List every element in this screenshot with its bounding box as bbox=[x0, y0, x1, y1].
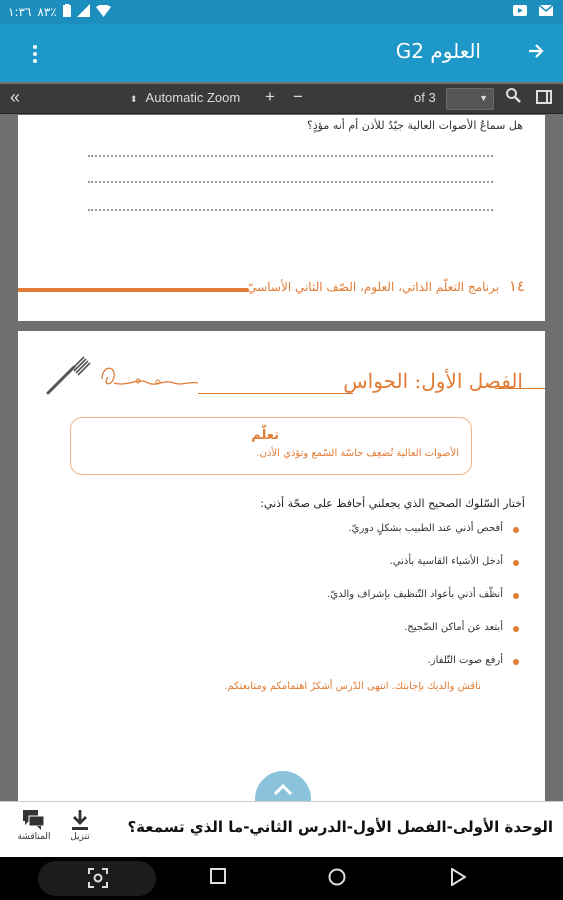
download-button[interactable] bbox=[56, 808, 104, 842]
list-item: أنظّف أذني بأعواد التّنظيف بإشراف والديّ. bbox=[219, 589, 519, 622]
pdf-viewer[interactable] bbox=[0, 115, 563, 801]
recents-button[interactable] bbox=[210, 868, 226, 888]
list-item: أدخل الأشياء القاسية بأذني. bbox=[219, 556, 519, 589]
double-chevron-left-icon[interactable]: « bbox=[10, 87, 21, 107]
discussion-button[interactable] bbox=[10, 808, 58, 842]
footer-label: برنامج التعلّم الذاتي، العلوم، الصّف الثاني الأساسيّ bbox=[247, 280, 500, 294]
answer-line bbox=[88, 209, 493, 211]
battery-icon bbox=[63, 4, 71, 20]
app-bar bbox=[0, 24, 563, 82]
lesson-title: الوحدة الأولى-الفصل الأول-الدرس الثاني-ما الذي تسمعة؟ bbox=[127, 818, 553, 836]
list-item: أفحص أذني عند الطبيب بشكلٍ دوريّ. bbox=[219, 523, 519, 556]
page-count: of 3 bbox=[414, 90, 436, 105]
home-button[interactable] bbox=[328, 868, 346, 890]
answer-line bbox=[88, 155, 493, 157]
chapter-title: الفصل الأول: الحواس bbox=[343, 369, 523, 393]
search-icon[interactable] bbox=[505, 87, 521, 106]
overflow-menu-icon[interactable] bbox=[20, 40, 50, 68]
page-number: ١٤ bbox=[508, 277, 525, 295]
page-number-input[interactable]: ▼ bbox=[446, 88, 494, 110]
zoom-out-button[interactable]: − bbox=[293, 87, 303, 106]
download-label: تنزيل bbox=[70, 832, 90, 842]
secondary-toolbar-icon[interactable] bbox=[536, 90, 552, 104]
lesson-bar bbox=[0, 801, 563, 857]
instruction-text: أختار السّلوك الصحيح الذي يجعلني أحافظ على صحّة أذني: bbox=[260, 497, 525, 510]
list-item: أبتعد عن أماكن الضّجيج. bbox=[219, 622, 519, 655]
download-icon bbox=[56, 808, 104, 832]
pdf-page-15 bbox=[18, 331, 545, 801]
page-footer bbox=[247, 277, 525, 295]
pdf-toolbar bbox=[0, 84, 563, 114]
status-battery: ٨٣٪ bbox=[37, 5, 57, 19]
behavior-list bbox=[219, 523, 519, 688]
chevron-up-icon bbox=[273, 782, 293, 796]
fork-icon bbox=[44, 351, 92, 401]
zoom-in-button[interactable]: + bbox=[265, 87, 275, 106]
mail-notification-icon bbox=[539, 5, 553, 19]
pdf-page-14 bbox=[18, 115, 545, 321]
youtube-notification-icon bbox=[513, 5, 527, 19]
system-nav-bar bbox=[0, 857, 563, 900]
signal-icon bbox=[77, 4, 90, 20]
list-item: أرفع صوت التّلفاز. bbox=[219, 655, 519, 688]
back-button[interactable] bbox=[450, 868, 466, 890]
zoom-arrows-icon: ⬍ bbox=[130, 94, 138, 104]
closing-text: ناقش والديك بإجابتك. انتهى الدّرس أشكرُ اهتمامكم ومتابعتكم. bbox=[224, 681, 481, 692]
discussion-label: المناقشة bbox=[17, 832, 51, 842]
zoom-select[interactable] bbox=[130, 90, 240, 105]
learn-text: الأصوات العالية تُضعِف حاسّة السّمع وتؤذي الأذن. bbox=[256, 448, 459, 459]
chapter-rule bbox=[198, 393, 353, 394]
status-time: ١:٣٦ bbox=[8, 5, 32, 19]
chat-icon bbox=[10, 808, 58, 832]
learn-title: تعلّم bbox=[251, 428, 279, 443]
question-text: هل سماعُ الأصوات العالية جيّدٌ للأذن أم أنه مؤذٍ؟ bbox=[307, 119, 523, 132]
ornament-icon bbox=[98, 359, 198, 399]
answer-line bbox=[88, 181, 493, 183]
wifi-icon bbox=[96, 5, 111, 20]
zoom-label: Automatic Zoom bbox=[145, 90, 241, 105]
footer-rule bbox=[18, 288, 248, 292]
arrow-forward-icon[interactable] bbox=[527, 38, 545, 66]
status-bar bbox=[0, 0, 563, 24]
learn-box bbox=[70, 417, 472, 475]
app-title: العلوم G2 bbox=[395, 39, 481, 63]
screenshot-icon[interactable] bbox=[88, 868, 108, 892]
